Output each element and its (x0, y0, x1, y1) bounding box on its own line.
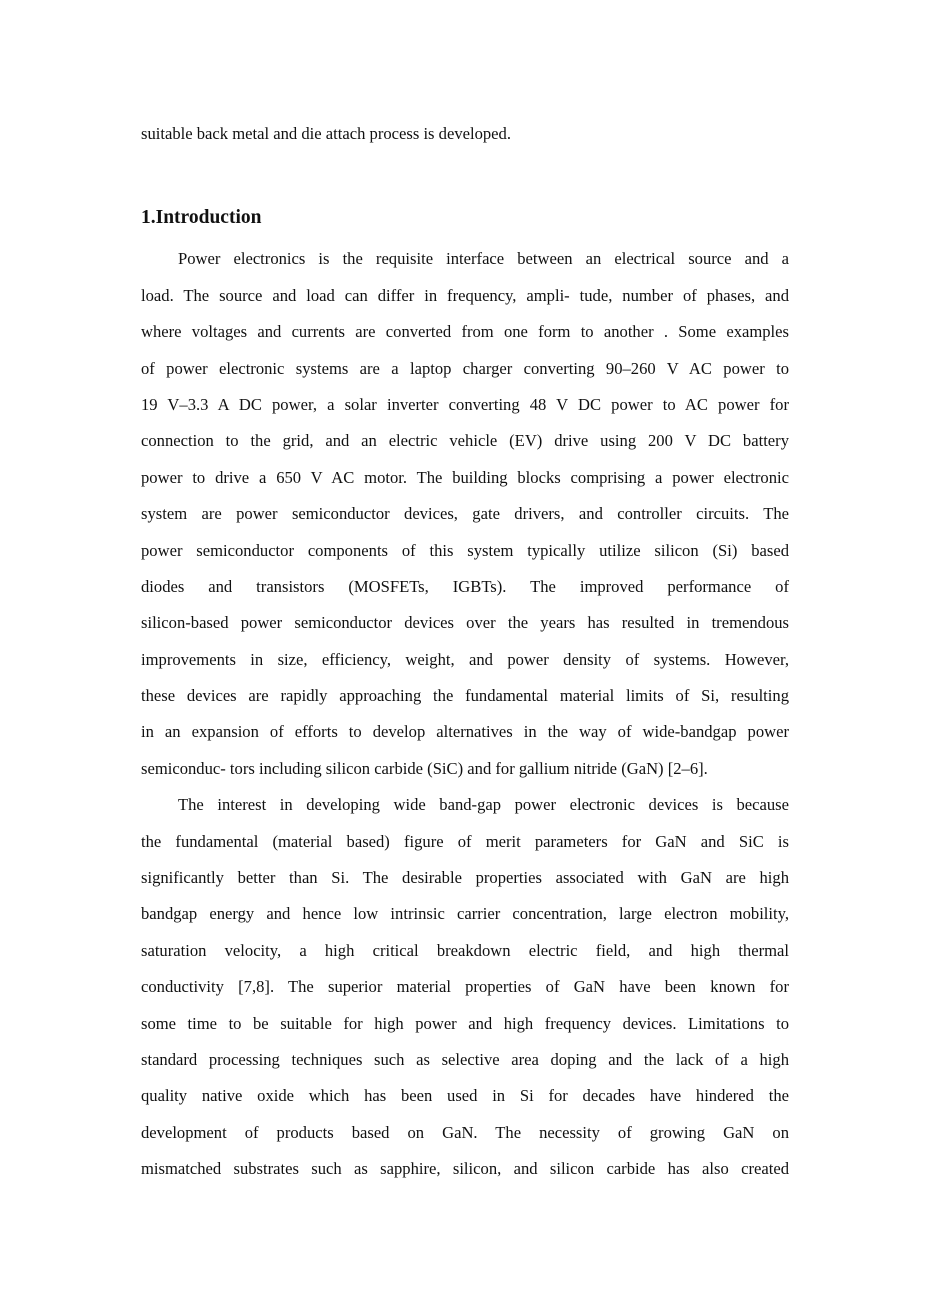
paragraph-1 (141, 241, 789, 787)
paragraph-line: of power electronic systems are a laptop charger converting 90–260 V AC power to (141, 358, 789, 378)
paragraph-line: in an expansion of efforts to develop alternatives in the way of wide-bandgap power (141, 722, 789, 742)
paragraph-line: quality native oxide which has been used in Si for decades have hindered the (141, 1086, 789, 1106)
paragraph-line: standard processing techniques such as selective area doping and the lack of a high (141, 1049, 789, 1069)
document-page (141, 116, 789, 1188)
fragment-line: suitable back metal and die attach process is developed. (141, 124, 511, 143)
paragraph-line: 19 V–3.3 A DC power, a solar inverter converting 48 V DC power to AC power for (141, 394, 789, 414)
paragraph-line: development of products based on GaN. The necessity of growing GaN on (141, 1122, 789, 1142)
paragraph-line: load. The source and load can differ in frequency, ampli- tude, number of phases, and (141, 285, 789, 305)
paragraph-line: Power electronics is the requisite interface between an electrical source and a (178, 249, 789, 269)
paragraph-line: power to drive a 650 V AC motor. The building blocks comprising a power electronic (141, 467, 789, 487)
paragraph-line: semiconduc- tors including silicon carbide (SiC) and for gallium nitride (GaN) [2–6]. (141, 758, 708, 778)
paragraph-line: silicon-based power semiconductor devices over the years has resulted in tremendous (141, 613, 789, 633)
paragraph-line: The interest in developing wide band-gap power electronic devices is because (178, 795, 789, 815)
paragraph-line: improvements in size, efficiency, weight, and power density of systems. However, (141, 649, 789, 669)
paragraph-line: diodes and transistors (MOSFETs, IGBTs). The improved performance of (141, 576, 789, 596)
paragraph-line: power semiconductor components of this system typically utilize silicon (Si) based (141, 540, 789, 560)
paragraph-line: mismatched substrates such as sapphire, silicon, and silicon carbide has also created (141, 1159, 789, 1179)
paragraph-line: these devices are rapidly approaching the fundamental material limits of Si, resulting (141, 686, 789, 706)
paragraph-line: saturation velocity, a high critical breakdown electric field, and high thermal (141, 940, 789, 960)
paragraph-2 (141, 787, 789, 1187)
paragraph-line: significantly better than Si. The desirable properties associated with GaN are high (141, 868, 789, 888)
paragraph-line: the fundamental (material based) figure of merit parameters for GaN and SiC is (141, 831, 789, 851)
paragraph-line: bandgap energy and hence low intrinsic carrier concentration, large electron mobility, (141, 904, 789, 924)
paragraph-line: connection to the grid, and an electric vehicle (EV) drive using 200 V DC battery (141, 431, 789, 451)
paragraph-line: some time to be suitable for high power and high frequency devices. Limitations to (141, 1013, 789, 1033)
paragraph-line: where voltages and currents are converted from one form to another . Some examples (141, 322, 789, 342)
section-heading: 1.Introduction (141, 207, 262, 229)
paragraph-line: system are power semiconductor devices, gate drivers, and controller circuits. The (141, 504, 789, 524)
paragraph-line: conductivity [7,8]. The superior material properties of GaN have been known for (141, 977, 789, 997)
